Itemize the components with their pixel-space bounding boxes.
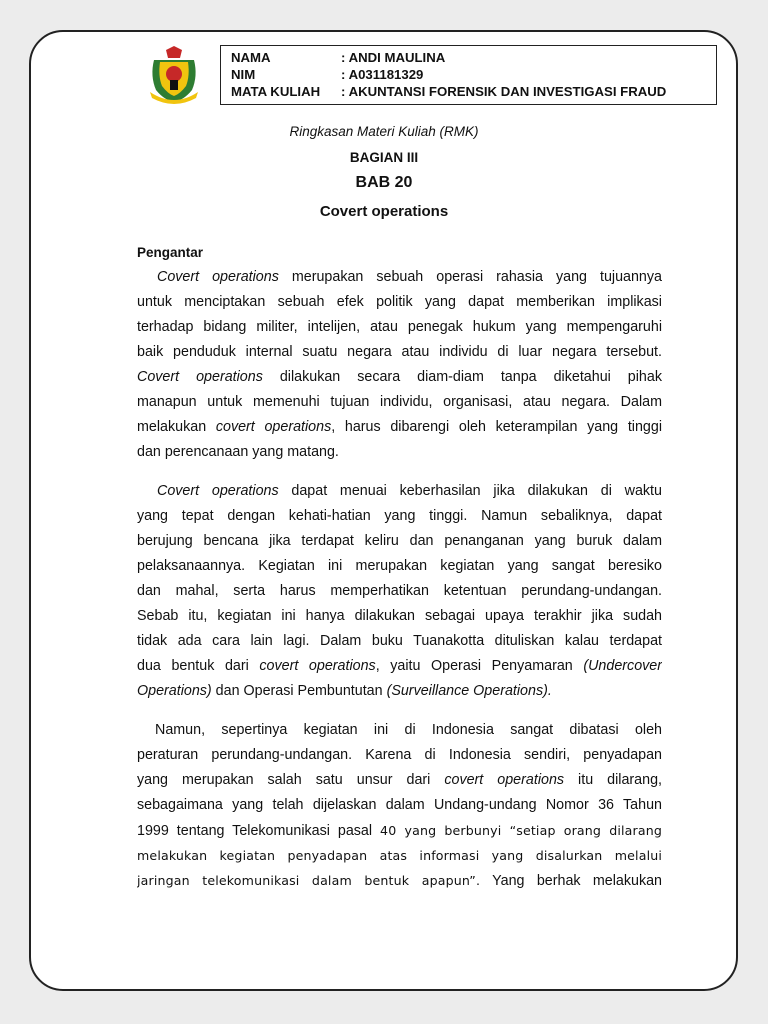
chapter-heading: BAB 20 (355, 174, 413, 191)
document-subtitle: Ringkasan Materi Kuliah (RMK) (289, 124, 479, 139)
text-line: peraturan perundang-undangan. Karena di Indonesia sendiri, penyadapan (137, 747, 662, 763)
text-line: jaringan telekomunikasi dalam bentuk apapun”. Yang berhak melakukan (137, 873, 662, 889)
paragraph-1 (137, 265, 662, 465)
text-line: Sebab itu, kegiatan ini hanya dilakukan sebagai upaya terakhir jika sudah (137, 608, 662, 624)
identity-value: : A031181329 (341, 67, 424, 82)
identity-label: NAMA (231, 50, 271, 65)
chapter-title: Covert operations (319, 203, 449, 220)
text-line: yang merupakan salah satu unsur dari covert operations itu dilarang, (137, 772, 662, 788)
paragraph-2 (137, 479, 662, 704)
text-line: baik penduduk internal suatu negara atau individu di luar negara tersebut. (137, 344, 662, 360)
text-line: dan perencanaan yang matang. (137, 444, 339, 460)
identity-row-course (231, 83, 716, 100)
university-logo (148, 46, 200, 104)
text-line: Covert operations dilakukan secara diam-diam tanpa diketahui pihak (137, 369, 662, 385)
text-line: tidak ada cara lain lagi. Dalam buku Tuanakotta dituliskan kalau terdapat (137, 633, 662, 649)
text-line: melakukan kegiatan penyadapan atas informasi yang disalurkan melalui (137, 848, 662, 863)
part-heading: BAGIAN III (349, 150, 419, 165)
identity-value: : ANDI MAULINA (341, 50, 446, 65)
text-line: sebagaimana yang telah dijelaskan dalam Undang-undang Nomor 36 Tahun (137, 797, 662, 813)
text-line: Covert operations dapat menuai keberhasilan jika dilakukan di waktu (157, 483, 662, 499)
section-heading: Pengantar (137, 245, 204, 260)
student-identity-box (220, 45, 717, 105)
identity-label: MATA KULIAH (231, 84, 321, 99)
text-line: Namun, sepertinya kegiatan ini di Indonesia sangat dibatasi oleh (155, 722, 662, 738)
text-line: untuk menciptakan sebuah efek politik yang dapat memberikan implikasi (137, 294, 662, 310)
text-line: melakukan covert operations, harus dibarengi oleh keterampilan yang tinggi (137, 419, 662, 435)
text-line: 1999 tentang Telekomunikasi pasal 40 yang berbunyi “setiap orang dilarang (137, 823, 662, 839)
text-line: terhadap bidang militer, intelijen, atau penegak hukum yang mempengaruhi (137, 319, 662, 335)
identity-row-nim (231, 66, 716, 83)
text-line: manapun untuk memenuhi tujuan individu, organisasi, atau negara. Dalam (137, 394, 662, 410)
paragraph-3 (137, 718, 662, 893)
text-line: pelaksanaannya. Kegiatan ini merupakan kegiatan yang sangat beresiko (137, 558, 662, 574)
identity-row-name (231, 49, 716, 66)
text-line: Covert operations merupakan sebuah operasi rahasia yang tujuannya (157, 269, 662, 285)
text-line: berujung bencana jika terdapat keliru dan penanganan yang buruk dalam (137, 533, 662, 549)
identity-value: : AKUNTANSI FORENSIK DAN INVESTIGASI FRAUD (341, 84, 667, 99)
identity-label: NIM (231, 67, 256, 82)
text-line: yang tepat dengan kehati-hatian yang tinggi. Namun sebaliknya, dapat (137, 508, 662, 524)
text-line: Operations) dan Operasi Pembuntutan (Surveillance Operations). (137, 683, 552, 699)
text-line: dua bentuk dari covert operations, yaitu Operasi Penyamaran (Undercover (137, 658, 662, 674)
text-line: dan mahal, serta harus memperhatikan ketentuan perundang-undangan. (137, 583, 662, 599)
